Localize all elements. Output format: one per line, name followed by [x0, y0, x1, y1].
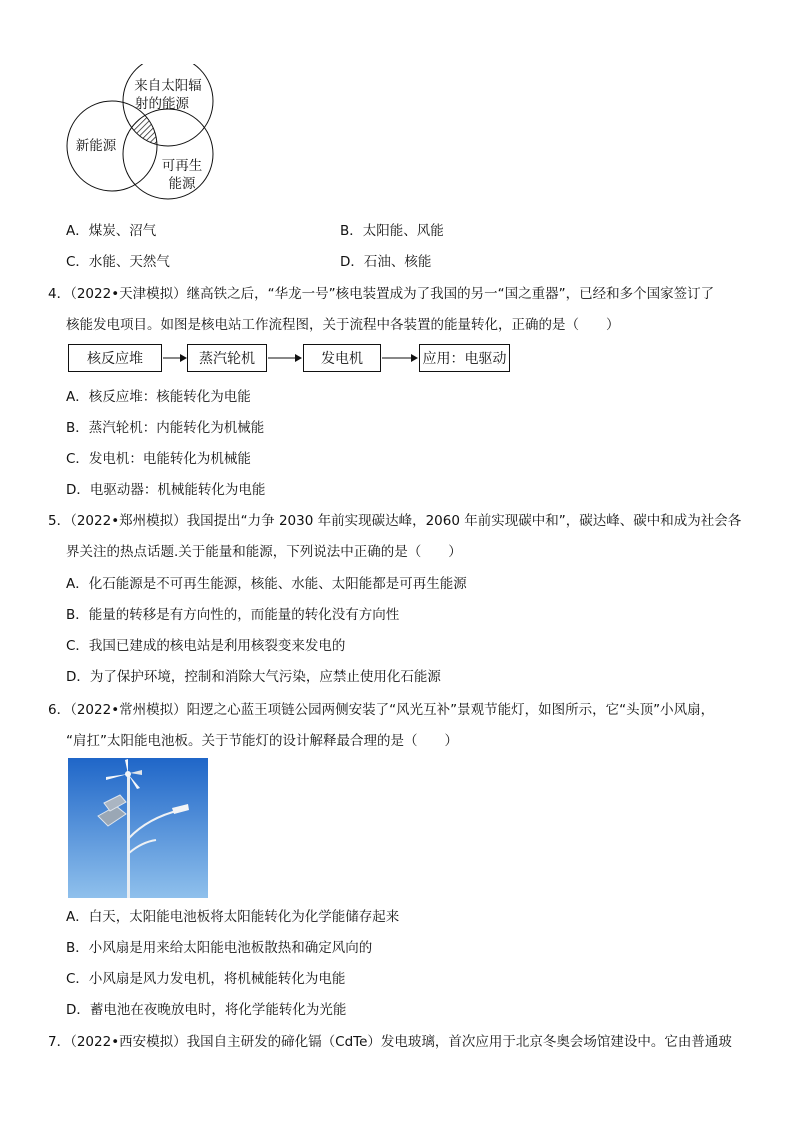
q3-option-c: C．水能、天然气 [66, 254, 170, 270]
q4-option-c: C．发电机：电能转化为机械能 [66, 451, 251, 467]
venn-label-top-2: 射的能源 [135, 96, 189, 112]
q5-option-b: B．能量的转移是有方向性的，而能量的转化没有方向性 [66, 607, 400, 623]
q6-option-b: B．小风扇是用来给太阳能电池板散热和确定风向的 [66, 940, 373, 956]
q7-stem-line1: 7．（2022•西安模拟）我国自主研发的碲化镉（CdTe）发电玻璃，首次应用于北京冬奥会场馆建设中。它由普通玻 [48, 1034, 732, 1050]
q4-stem-line2: 核能发电项目。如图是核电站工作流程图，关于流程中各装置的能量转化，正确的是（ ） [66, 317, 620, 333]
q3-option-a: A．煤炭、沼气 [66, 223, 157, 239]
q5-option-a: A．化石能源是不可再生能源，核能、水能、太阳能都是可再生能源 [66, 576, 467, 592]
venn-diagram [64, 64, 224, 200]
q3-option-d: D．石油、核能 [340, 254, 432, 270]
flow-box-turbine: 蒸汽轮机 [187, 344, 267, 372]
q5-stem-line2: 界关注的热点话题.关于能量和能源，下列说法中正确的是（ ） [66, 544, 462, 560]
q4-option-b: B．蒸汽轮机：内能转化为机械能 [66, 420, 265, 436]
flow-box-generator: 发电机 [303, 344, 381, 372]
venn-label-top-1: 来自太阳辐 [134, 78, 202, 94]
flow-arrow-icon [162, 350, 188, 366]
q5-option-d: D．为了保护环境，控制和消除大气污染，应禁止使用化石能源 [66, 669, 441, 685]
venn-label-left: 新能源 [75, 138, 117, 154]
q6-option-d: D．蓄电池在夜晚放电时，将化学能转化为光能 [66, 1002, 347, 1018]
flow-arrow-icon [381, 350, 419, 366]
street-lamp-photo [68, 758, 208, 898]
q3-option-b: B．太阳能、风能 [340, 223, 444, 239]
q6-stem-line1: 6．（2022•常州模拟）阳逻之心蓝王项链公园两侧安装了“风光互补”景观节能灯，如图所示，它“头顶”小风扇， [48, 702, 715, 718]
q5-stem-line1: 5．（2022•郑州模拟）我国提出“力争 2030 年前实现碳达峰，2060 年前实现碳中和”，碳达峰、碳中和成为社会各 [48, 513, 742, 529]
q4-option-a: A．核反应堆：核能转化为电能 [66, 389, 251, 405]
q6-option-a: A．白天，太阳能电池板将太阳能转化为化学能储存起来 [66, 909, 400, 925]
flow-box-application: 应用：电驱动 [419, 344, 510, 372]
q5-option-c: C．我国已建成的核电站是利用核裂变来发电的 [66, 638, 346, 654]
q6-option-c: C．小风扇是风力发电机，将机械能转化为电能 [66, 971, 346, 987]
q6-stem-line2: “肩扛”太阳能电池板。关于节能灯的设计解释最合理的是（ ） [66, 733, 458, 749]
flow-box-reactor: 核反应堆 [68, 344, 162, 372]
q4-option-d: D．电驱动器：机械能转化为电能 [66, 482, 266, 498]
q4-stem-line1: 4．（2022•天津模拟）继高铁之后，“华龙一号”核电装置成为了我国的另一“国之重器”，已经和多个国家签订了 [48, 286, 715, 302]
venn-label-right-1: 可再生 [161, 158, 203, 174]
flow-arrow-icon [267, 350, 303, 366]
venn-label-right-2: 能源 [168, 176, 196, 192]
